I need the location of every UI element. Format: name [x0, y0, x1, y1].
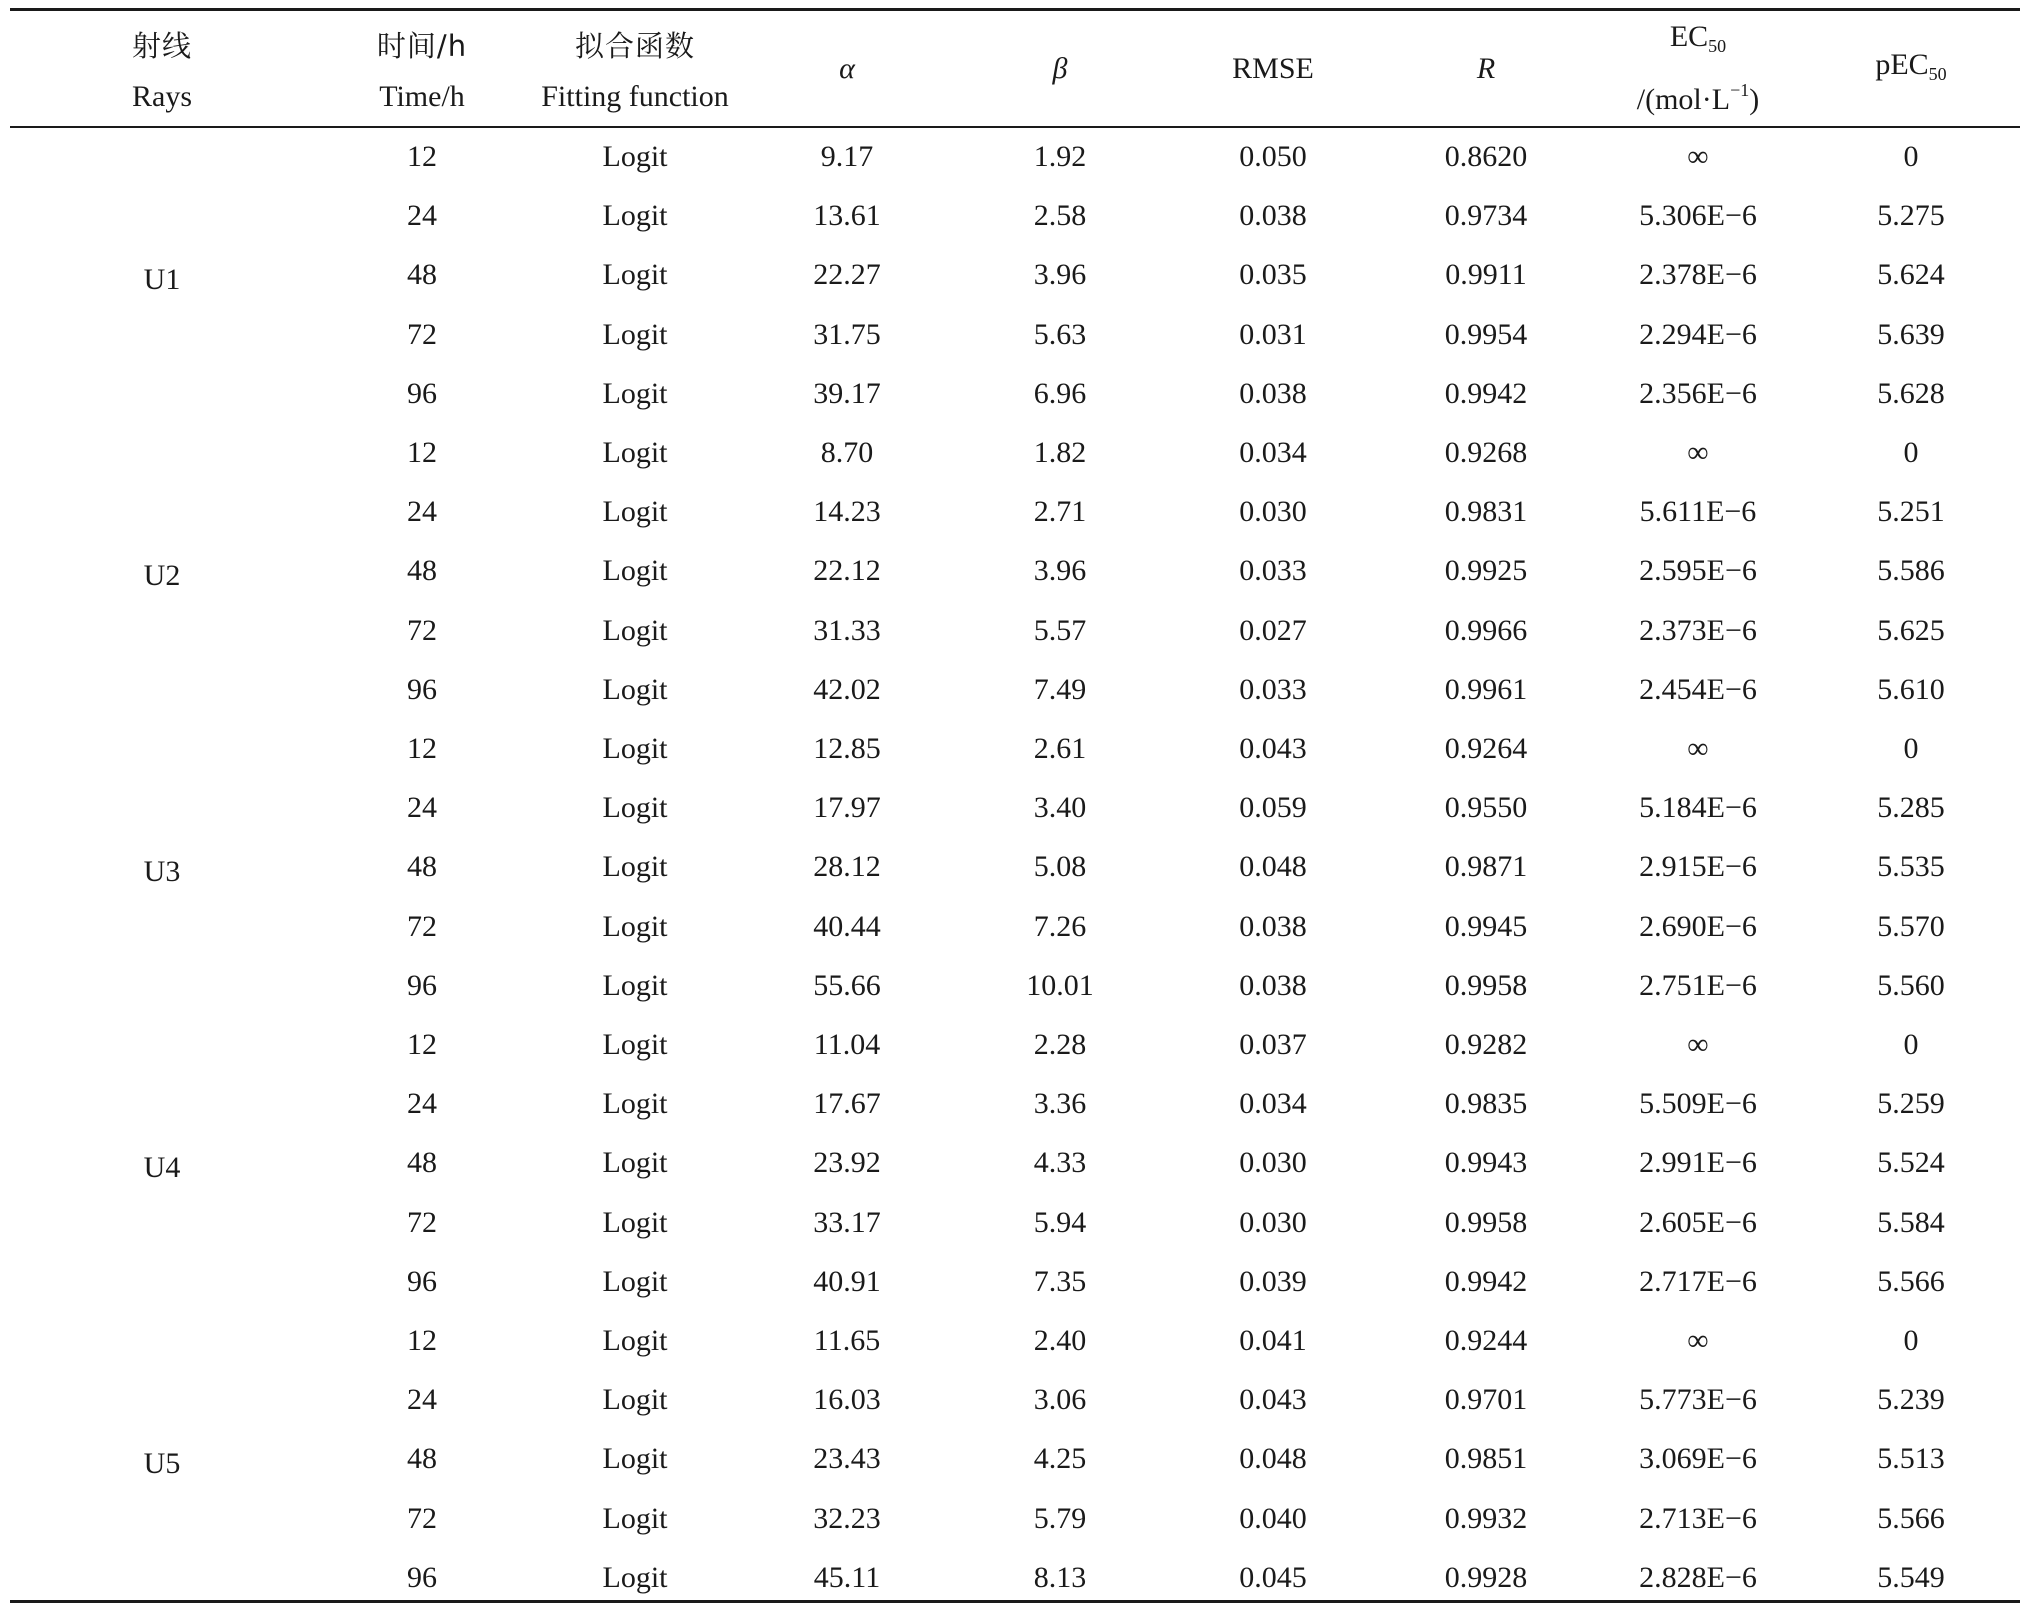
cell-ec50: 2.356E−6	[1639, 376, 1757, 410]
cell-ec50: 2.690E−6	[1639, 909, 1757, 943]
cell-time: 12	[407, 1028, 437, 1061]
cell-alpha: 40.44	[813, 909, 881, 943]
header-ec50-unit-a: /(mol·L	[1636, 83, 1731, 116]
cell-pec50: 5.610	[1877, 672, 1945, 706]
header-ec50-unit	[1637, 80, 1759, 117]
header-rays-zh: 射线	[131, 29, 193, 63]
cell-time: 48	[407, 1442, 437, 1476]
table-header	[10, 8, 2020, 126]
cell-ec50: 2.454E−6	[1639, 672, 1757, 706]
cell-pec50: 5.624	[1877, 258, 1945, 292]
cell-beta: 3.96	[1033, 258, 1087, 292]
header-ec50-unit-b: )	[1749, 83, 1760, 116]
cell-func: Logit	[602, 199, 668, 233]
cell-func: Logit	[602, 1383, 668, 1417]
cell-ec50: 5.773E−6	[1639, 1383, 1757, 1417]
cell-ec50: ∞	[1687, 1324, 1709, 1357]
cell-pec50: 0	[1903, 732, 1919, 765]
cell-func: Logit	[602, 672, 668, 706]
cell-func: Logit	[602, 1028, 668, 1061]
cell-rmse: 0.038	[1239, 968, 1307, 1002]
cell-rmse: 0.048	[1239, 1442, 1307, 1476]
cell-rmse: 0.037	[1239, 1028, 1307, 1061]
cell-alpha: 55.66	[813, 968, 881, 1002]
cell-beta: 3.36	[1033, 1087, 1087, 1121]
cell-pec50: 5.259	[1877, 1087, 1945, 1121]
cell-func: Logit	[602, 1205, 668, 1239]
cell-r: 0.9942	[1444, 1264, 1528, 1298]
cell-alpha: 9.17	[820, 140, 874, 173]
table-row	[10, 246, 2020, 305]
cell-alpha: 31.75	[813, 317, 881, 351]
table-row	[10, 1194, 2020, 1253]
cell-beta: 1.92	[1033, 140, 1087, 173]
cell-alpha: 22.12	[813, 554, 881, 588]
header-rmse: RMSE	[1232, 52, 1314, 85]
cell-time: 12	[407, 1324, 437, 1357]
cell-r: 0.8620	[1444, 140, 1528, 173]
cell-beta: 2.61	[1033, 732, 1087, 765]
cell-time: 96	[407, 1264, 437, 1298]
header-ec50	[1670, 20, 1726, 57]
cell-rmse: 0.031	[1239, 317, 1307, 351]
cell-beta: 2.40	[1033, 1324, 1087, 1357]
cell-r: 0.9961	[1444, 672, 1528, 706]
cell-pec50: 5.639	[1877, 317, 1945, 351]
cell-rmse: 0.048	[1239, 850, 1307, 884]
cell-time: 96	[407, 376, 437, 410]
cell-alpha: 31.33	[813, 613, 881, 647]
cell-ec50: 2.294E−6	[1639, 317, 1757, 351]
cell-pec50: 5.566	[1877, 1501, 1945, 1535]
cell-time: 48	[407, 554, 437, 588]
cell-beta: 4.33	[1033, 1146, 1087, 1180]
cell-time: 96	[407, 672, 437, 706]
cell-rmse: 0.043	[1239, 1383, 1307, 1417]
cell-beta: 3.96	[1033, 554, 1087, 588]
cell-beta: 2.71	[1033, 495, 1087, 529]
header-function-zh: 拟合函数	[574, 29, 696, 63]
cell-time: 24	[407, 1087, 437, 1121]
cell-pec50: 5.560	[1877, 968, 1945, 1002]
cell-beta: 10.01	[1026, 968, 1094, 1002]
cell-pec50: 0	[1903, 1028, 1919, 1061]
cell-ec50: ∞	[1687, 436, 1709, 469]
cell-beta: 3.06	[1033, 1383, 1087, 1417]
cell-alpha: 39.17	[813, 376, 881, 410]
cell-func: Logit	[602, 436, 668, 469]
cell-ec50: ∞	[1687, 732, 1709, 765]
table-row	[10, 187, 2020, 246]
cell-ec50: 2.915E−6	[1639, 850, 1757, 884]
cell-ec50: 2.828E−6	[1639, 1560, 1757, 1594]
cell-pec50: 5.549	[1877, 1560, 1945, 1594]
cell-r: 0.9282	[1444, 1028, 1528, 1061]
cell-func: Logit	[602, 1442, 668, 1476]
table-row	[10, 365, 2020, 424]
header-alpha: α	[839, 52, 855, 85]
cell-time: 96	[407, 968, 437, 1002]
cell-time: 48	[407, 1146, 437, 1180]
cell-rmse: 0.038	[1239, 909, 1307, 943]
cell-rmse: 0.034	[1239, 436, 1307, 469]
cell-rmse: 0.030	[1239, 1146, 1307, 1180]
cell-time: 12	[407, 732, 437, 765]
cell-rmse: 0.041	[1239, 1324, 1307, 1357]
cell-rmse: 0.043	[1239, 732, 1307, 765]
ray-group-label: U1	[143, 263, 181, 296]
table-row	[10, 1490, 2020, 1549]
cell-alpha: 40.91	[813, 1264, 881, 1298]
cell-pec50: 5.251	[1877, 495, 1945, 529]
cell-r: 0.9966	[1444, 613, 1528, 647]
cell-beta: 7.26	[1033, 909, 1087, 943]
cell-r: 0.9958	[1444, 968, 1528, 1002]
cell-rmse: 0.035	[1239, 258, 1307, 292]
cell-beta: 1.82	[1033, 436, 1087, 469]
cell-pec50: 5.285	[1877, 791, 1945, 825]
cell-beta: 7.35	[1033, 1264, 1087, 1298]
cell-time: 24	[407, 791, 437, 825]
table-row	[10, 1075, 2020, 1134]
cell-pec50: 0	[1903, 436, 1919, 469]
cell-alpha: 17.97	[813, 791, 881, 825]
cell-pec50: 0	[1903, 1324, 1919, 1357]
cell-func: Logit	[602, 791, 668, 825]
cell-pec50: 5.239	[1877, 1383, 1945, 1417]
cell-r: 0.9954	[1444, 317, 1528, 351]
cell-time: 96	[407, 1560, 437, 1594]
cell-rmse: 0.040	[1239, 1501, 1307, 1535]
cell-func: Logit	[602, 1087, 668, 1121]
cell-beta: 7.49	[1033, 672, 1087, 706]
cell-alpha: 42.02	[813, 672, 881, 706]
header-ec50-base: EC	[1669, 20, 1709, 53]
cell-r: 0.9925	[1444, 554, 1528, 588]
table-row	[10, 542, 2020, 601]
cell-func: Logit	[602, 732, 668, 765]
cell-r: 0.9831	[1444, 495, 1528, 529]
cell-pec50: 5.535	[1877, 850, 1945, 884]
cell-rmse: 0.038	[1239, 199, 1307, 233]
table-row	[10, 1430, 2020, 1489]
header-function-en: Fitting function	[541, 80, 729, 113]
cell-r: 0.9943	[1444, 1146, 1528, 1180]
cell-rmse: 0.038	[1239, 376, 1307, 410]
cell-beta: 2.58	[1033, 199, 1087, 233]
cell-alpha: 17.67	[813, 1087, 881, 1121]
cell-alpha: 12.85	[813, 732, 881, 765]
cell-rmse: 0.045	[1239, 1560, 1307, 1594]
table-row	[10, 838, 2020, 897]
header-pec50-base: pEC	[1875, 48, 1929, 81]
cell-ec50: ∞	[1687, 140, 1709, 173]
table-row	[10, 957, 2020, 1016]
cell-r: 0.9244	[1444, 1324, 1528, 1357]
table-body	[10, 128, 2020, 1600]
cell-func: Logit	[602, 495, 668, 529]
cell-func: Logit	[602, 968, 668, 1002]
cell-r: 0.9734	[1444, 199, 1528, 233]
cell-func: Logit	[602, 613, 668, 647]
table-row	[10, 602, 2020, 661]
cell-ec50: ∞	[1687, 1028, 1709, 1061]
table-row	[10, 1371, 2020, 1430]
header-rays-en: Rays	[132, 80, 192, 113]
cell-beta: 5.57	[1033, 613, 1087, 647]
cell-rmse: 0.050	[1239, 140, 1307, 173]
cell-func: Logit	[602, 1501, 668, 1535]
cell-time: 48	[407, 850, 437, 884]
cell-ec50: 2.991E−6	[1639, 1146, 1757, 1180]
cell-time: 72	[407, 1205, 437, 1239]
cell-r: 0.9264	[1444, 732, 1528, 765]
cell-time: 24	[407, 1383, 437, 1417]
cell-func: Logit	[602, 317, 668, 351]
header-ec50-subscript: 50	[1708, 36, 1727, 56]
header-ec50-unit-sup: −1	[1730, 80, 1750, 100]
table-row	[10, 483, 2020, 542]
cell-alpha: 11.04	[813, 1028, 881, 1061]
cell-ec50: 2.595E−6	[1639, 554, 1757, 588]
cell-alpha: 23.43	[813, 1442, 881, 1476]
cell-func: Logit	[602, 909, 668, 943]
cell-alpha: 28.12	[813, 850, 881, 884]
cell-ec50: 2.751E−6	[1639, 968, 1757, 1002]
cell-ec50: 3.069E−6	[1639, 1442, 1757, 1476]
cell-func: Logit	[602, 1324, 668, 1357]
cell-beta: 6.96	[1033, 376, 1087, 410]
header-r: R	[1476, 52, 1496, 85]
cell-r: 0.9945	[1444, 909, 1528, 943]
table-row	[10, 1134, 2020, 1193]
cell-rmse: 0.034	[1239, 1087, 1307, 1121]
cell-time: 72	[407, 613, 437, 647]
cell-time: 12	[407, 436, 437, 469]
cell-func: Logit	[602, 850, 668, 884]
cell-pec50: 0	[1903, 140, 1919, 173]
cell-rmse: 0.030	[1239, 495, 1307, 529]
cell-alpha: 22.27	[813, 258, 881, 292]
ray-group-label: U2	[143, 559, 181, 592]
cell-rmse: 0.059	[1239, 791, 1307, 825]
cell-func: Logit	[602, 258, 668, 292]
cell-r: 0.9835	[1444, 1087, 1528, 1121]
cell-r: 0.9942	[1444, 376, 1528, 410]
cell-ec50: 2.373E−6	[1639, 613, 1757, 647]
table-row	[10, 779, 2020, 838]
cell-beta: 5.94	[1033, 1205, 1087, 1239]
cell-func: Logit	[602, 554, 668, 588]
table-row	[10, 898, 2020, 957]
header-pec50-subscript: 50	[1928, 64, 1947, 84]
cell-r: 0.9928	[1444, 1560, 1528, 1594]
cell-alpha: 45.11	[813, 1560, 881, 1594]
cell-func: Logit	[602, 1146, 668, 1180]
cell-alpha: 23.92	[813, 1146, 881, 1180]
cell-ec50: 5.184E−6	[1639, 791, 1757, 825]
cell-ec50: 2.605E−6	[1639, 1205, 1757, 1239]
cell-rmse: 0.033	[1239, 554, 1307, 588]
cell-pec50: 5.524	[1877, 1146, 1945, 1180]
cell-ec50: 5.306E−6	[1639, 199, 1757, 233]
table-row	[10, 720, 2020, 779]
cell-time: 72	[407, 1501, 437, 1535]
cell-ec50: 2.713E−6	[1639, 1501, 1757, 1535]
cell-func: Logit	[602, 140, 668, 173]
table-row	[10, 128, 2020, 187]
header-time-en: Time/h	[379, 80, 465, 113]
cell-func: Logit	[602, 1264, 668, 1298]
cell-alpha: 16.03	[813, 1383, 881, 1417]
cell-alpha: 14.23	[813, 495, 881, 529]
cell-func: Logit	[602, 376, 668, 410]
cell-alpha: 13.61	[813, 199, 881, 233]
table-row	[10, 1016, 2020, 1075]
header-beta: β	[1052, 52, 1068, 85]
cell-time: 72	[407, 317, 437, 351]
cell-r: 0.9932	[1444, 1501, 1528, 1535]
table-row	[10, 661, 2020, 720]
cell-time: 24	[407, 199, 437, 233]
table-row	[10, 1312, 2020, 1371]
cell-r: 0.9268	[1444, 436, 1528, 469]
cell-r: 0.9851	[1444, 1442, 1528, 1476]
cell-ec50: 5.611E−6	[1639, 495, 1757, 529]
cell-pec50: 5.566	[1877, 1264, 1945, 1298]
cell-r: 0.9701	[1444, 1383, 1528, 1417]
cell-r: 0.9911	[1445, 258, 1527, 292]
cell-alpha: 32.23	[813, 1501, 881, 1535]
table-row	[10, 424, 2020, 483]
cell-pec50: 5.586	[1877, 554, 1945, 588]
cell-ec50: 2.717E−6	[1639, 1264, 1757, 1298]
cell-rmse: 0.039	[1239, 1264, 1307, 1298]
table-row	[10, 306, 2020, 365]
cell-rmse: 0.033	[1239, 672, 1307, 706]
cell-pec50: 5.584	[1877, 1205, 1945, 1239]
cell-rmse: 0.027	[1239, 613, 1307, 647]
cell-beta: 4.25	[1033, 1442, 1087, 1476]
cell-beta: 3.40	[1033, 791, 1087, 825]
cell-time: 48	[407, 258, 437, 292]
cell-time: 72	[407, 909, 437, 943]
cell-time: 12	[407, 140, 437, 173]
header-time-zh: 时间/h	[376, 29, 468, 63]
cell-pec50: 5.513	[1877, 1442, 1945, 1476]
cell-alpha: 33.17	[813, 1205, 881, 1239]
header-pec50	[1875, 48, 1946, 85]
cell-beta: 5.08	[1033, 850, 1087, 884]
cell-time: 24	[407, 495, 437, 529]
cell-r: 0.9871	[1444, 850, 1528, 884]
cell-pec50: 5.628	[1877, 376, 1945, 410]
ray-group-label: U4	[143, 1151, 181, 1184]
cell-alpha: 8.70	[820, 436, 874, 469]
cell-alpha: 11.65	[813, 1324, 881, 1357]
ray-group-label: U3	[143, 855, 181, 888]
cell-beta: 5.63	[1033, 317, 1087, 351]
cell-r: 0.9550	[1444, 791, 1528, 825]
bottom-rule	[10, 1600, 2020, 1603]
cell-ec50: 5.509E−6	[1639, 1087, 1757, 1121]
cell-beta: 5.79	[1033, 1501, 1087, 1535]
cell-ec50: 2.378E−6	[1639, 258, 1757, 292]
cell-r: 0.9958	[1444, 1205, 1528, 1239]
table-row	[10, 1253, 2020, 1312]
cell-beta: 2.28	[1033, 1028, 1087, 1061]
cell-pec50: 5.625	[1877, 613, 1945, 647]
cell-pec50: 5.275	[1877, 199, 1945, 233]
cell-rmse: 0.030	[1239, 1205, 1307, 1239]
cell-beta: 8.13	[1033, 1560, 1087, 1594]
cell-func: Logit	[602, 1560, 668, 1594]
ray-group-label: U5	[143, 1447, 181, 1480]
cell-pec50: 5.570	[1877, 909, 1945, 943]
